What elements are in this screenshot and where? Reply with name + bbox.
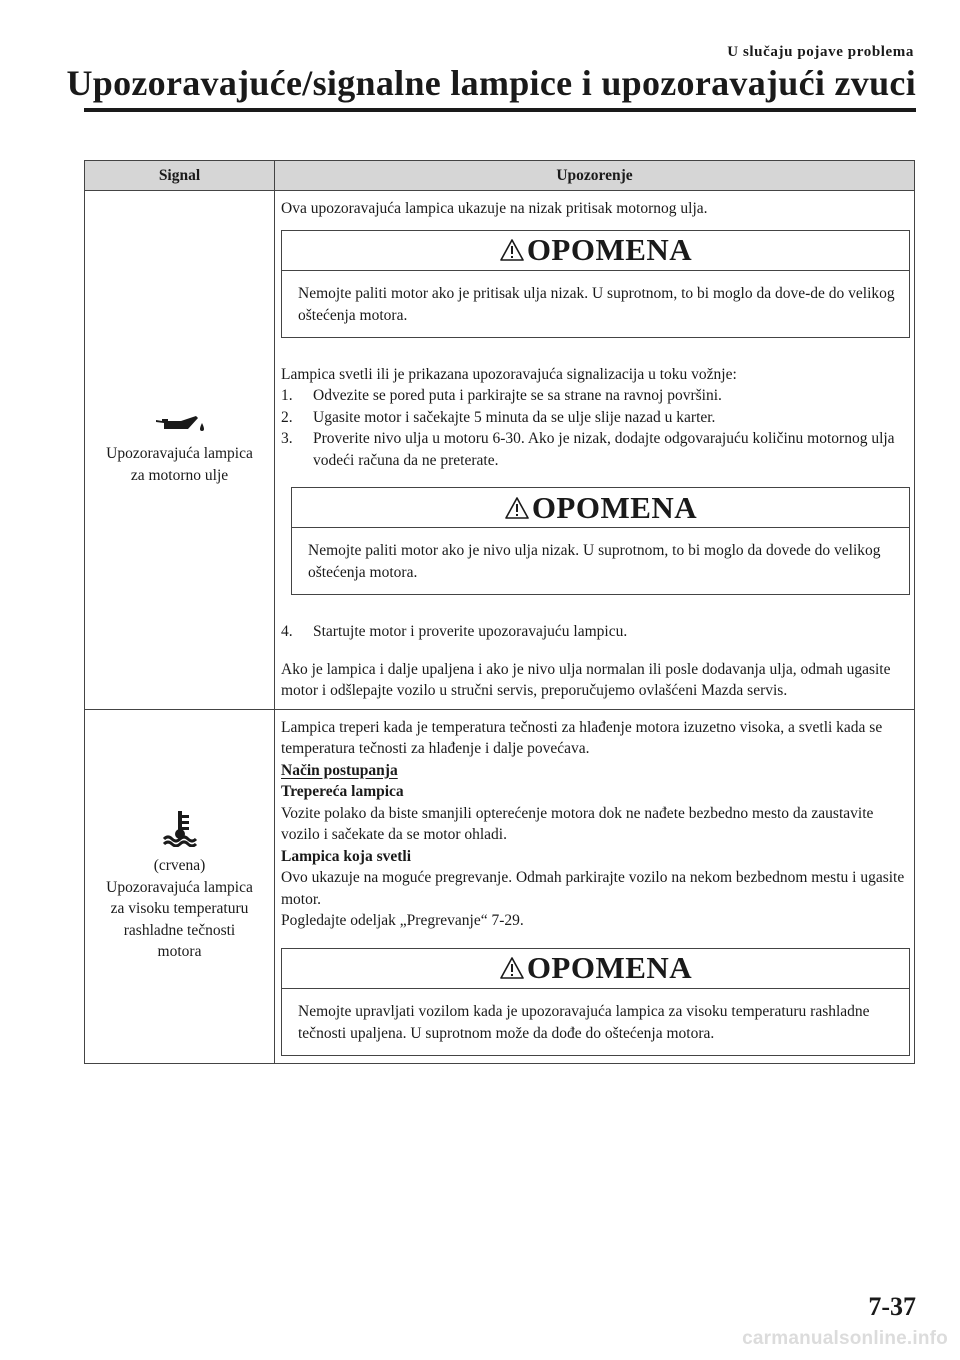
signal-label-line: (crvena) bbox=[153, 857, 206, 875]
warning-lights-table bbox=[84, 160, 915, 1064]
signal-label-line: motora bbox=[157, 943, 202, 961]
caution-box bbox=[281, 948, 910, 1056]
signal-cell-oil bbox=[85, 191, 275, 710]
caution-title: OPOMENA bbox=[526, 950, 693, 986]
page-number: 7-37 bbox=[868, 1292, 916, 1321]
steps-list bbox=[281, 621, 910, 643]
signal-label-line: rashladne tečnosti bbox=[123, 921, 236, 939]
oil-pressure-icon bbox=[153, 413, 207, 435]
section-label: U slučaju pojave problema bbox=[727, 44, 914, 60]
signal-label-line: Upozoravajuća lampica bbox=[106, 445, 253, 463]
table-row bbox=[85, 709, 915, 1063]
steps-list bbox=[281, 385, 910, 471]
signal-label-line: za motorno ulje bbox=[130, 466, 229, 484]
lit-heading: Lampica koja svetli bbox=[281, 847, 412, 865]
list-item: 2. Ugasite motor i sačekajte 5 minuta da se ulje slije nazad u karter. bbox=[281, 408, 716, 426]
header-rule bbox=[84, 108, 916, 112]
reference-text: Pogledajte odeljak „Pregrevanje“ 7-29. bbox=[281, 912, 524, 929]
signal-label-line: za visoku temperaturu bbox=[110, 900, 249, 918]
coolant-intro-text: Lampica treperi kada je temperatura tečnosti za hlađenje motora izuzetno visoka, a svetli kada se temperatura tečnosti za hlađenje i dalje povećava. bbox=[281, 718, 883, 757]
table-header-row bbox=[85, 161, 915, 191]
caution-box bbox=[281, 230, 910, 338]
list-item: 1. Odvezite se pored puta i parkirajte se sa strane na ravnoj površini. bbox=[281, 387, 722, 404]
flashing-text: Vozite polako da biste smanjili opterećenje motora dok ne nađete bezbedno mesto da zaustavite vozilo i sačekate da se motor ohladi. bbox=[281, 804, 874, 843]
caution-text: Nemojte paliti motor ako je nivo ulja nizak. U suprotnom, to bi moglo da dovede do velikog oštećenja motora. bbox=[308, 542, 881, 581]
flashing-heading: Trepereća lampica bbox=[281, 783, 404, 800]
watermark: carmanualsonline.info bbox=[742, 1328, 948, 1349]
list-item: 3. Proverite nivo ulja u motoru 6-30. Ako je nizak, dodajte odgovarajuću količinu motornog ulja vodeći računa da ne preterate. bbox=[281, 430, 895, 469]
warning-triangle-icon bbox=[499, 238, 525, 262]
table-row bbox=[85, 191, 915, 710]
list-item: 4. Startujte motor i proverite upozoravajuću lampicu. bbox=[281, 623, 628, 640]
caution-header bbox=[292, 488, 909, 528]
coolant-temperature-icon bbox=[160, 809, 200, 847]
signal-cell-coolant bbox=[85, 709, 275, 1063]
oil-intro-text: Ova upozoravajuća lampica ukazuje na nizak pritisak motornog ulja. bbox=[281, 200, 708, 217]
warning-cell-oil bbox=[275, 191, 915, 710]
column-header-warning: Upozorenje bbox=[275, 161, 915, 191]
warning-triangle-icon bbox=[504, 496, 530, 520]
oil-closing-text: Ako je lampica i dalje upaljena i ako je nivo ulja normalan ili posle dodavanja ulja, odmah ugasite motor i odšlepajte vozilo u stručni servis, preporučujemo ovlašćeni Mazda servis. bbox=[281, 660, 891, 699]
caution-title: OPOMENA bbox=[531, 489, 698, 525]
caution-text: Nemojte paliti motor ako je pritisak ulja nizak. U suprotnom, to bi moglo da dove-de do velikog oštećenja motora. bbox=[298, 284, 895, 324]
lit-text: Ovo ukazuje na moguće pregrevanje. Odmah parkirajte vozilo na nekom bezbednom mestu i ugasite motor. bbox=[281, 869, 905, 908]
warning-triangle-icon bbox=[499, 956, 525, 980]
caution-text: Nemojte upravljati vozilom kada je upozoravajuća lampica za visoku temperaturu rashladne tečnosti upaljena. U suprotnom može da dođe do oštećenja motora. bbox=[298, 1002, 870, 1042]
caution-box bbox=[291, 487, 910, 595]
page-title: Upozoravajuće/signalne lampice i upozoravajući zvuci bbox=[66, 63, 916, 103]
column-header-signal: Signal bbox=[85, 161, 275, 191]
caution-header bbox=[282, 231, 909, 271]
steps-intro-text: Lampica svetli ili je prikazana upozoravajuća signalizacija u toku vožnje: bbox=[281, 365, 737, 383]
caution-header bbox=[282, 949, 909, 989]
procedure-heading: Način postupanja bbox=[281, 761, 398, 779]
signal-label-line: Upozoravajuća lampica bbox=[106, 878, 253, 896]
warning-cell-coolant bbox=[275, 709, 915, 1063]
caution-title: OPOMENA bbox=[526, 232, 693, 268]
